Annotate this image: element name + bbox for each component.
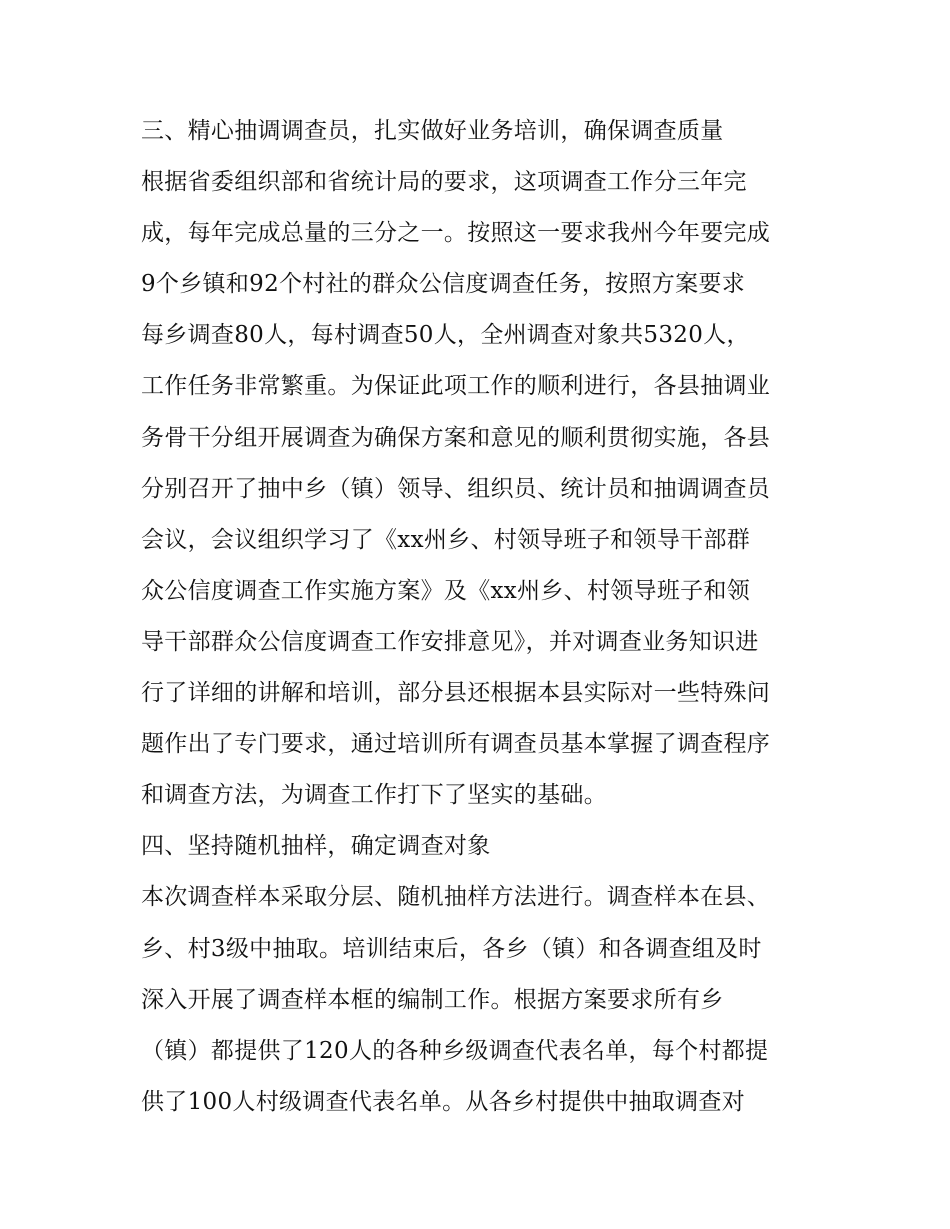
paragraph-line: 务骨干分组开展调查为确保方案和意见的顺利贯彻实施，各县 (141, 424, 771, 451)
paragraph-line: 9个乡镇和92个村社的群众公信度调查任务，按照方案要求 (141, 271, 745, 298)
paragraph-line: 行了详细的讲解和培训，部分县还根据本县实际对一些特殊问 (141, 680, 771, 707)
paragraph-line: 分别召开了抽中乡（镇）领导、组织员、统计员和抽调调查员 (141, 475, 771, 502)
paragraph-line: （镇）都提供了120人的各种乡级调查代表名单，每个村都提 (141, 1037, 769, 1064)
paragraph-line: 本次调查样本采取分层、随机抽样方法进行。调查样本在县、 (141, 884, 771, 911)
paragraph-line: 众公信度调查工作实施方案》及《xx州乡、村领导班子和领 (141, 577, 751, 604)
paragraph-line: 根据省委组织部和省统计局的要求，这项调查工作分三年完 (141, 169, 747, 196)
document-body (141, 106, 841, 1128)
paragraph-line: 导干部群众公信度调查工作安排意见》，并对调查业务知识进 (141, 628, 759, 655)
paragraph-line: 成，每年完成总量的三分之一。按照这一要求我州今年要完成 (141, 220, 771, 247)
paragraph-line: 和调查方法，为调查工作打下了坚实的基础。 (141, 782, 607, 809)
section-heading-4: 四、坚持随机抽样，确定调查对象 (141, 833, 491, 860)
paragraph-line: 会议，会议组织学习了《xx州乡、村领导班子和领导干部群 (141, 526, 751, 553)
paragraph-line: 题作出了专门要求，通过培训所有调查员基本掌握了调查程序 (141, 731, 771, 758)
section-heading-3: 三、精心抽调调查员，扎实做好业务培训，确保调查质量 (141, 118, 724, 144)
paragraph-line: 工作任务非常繁重。为保证此项工作的顺利进行，各县抽调业 (141, 373, 771, 400)
paragraph-line: 深入开展了调查样本框的编制工作。根据方案要求所有乡 (141, 986, 724, 1013)
paragraph-line: 乡、村3级中抽取。培训结束后，各乡（镇）和各调查组及时 (141, 935, 762, 962)
paragraph-line: 每乡调查80人，每村调查50人，全州调查对象共5320人， (141, 322, 750, 349)
paragraph-line: 供了100人村级调查代表名单。从各乡村提供中抽取调查对 (141, 1088, 745, 1115)
